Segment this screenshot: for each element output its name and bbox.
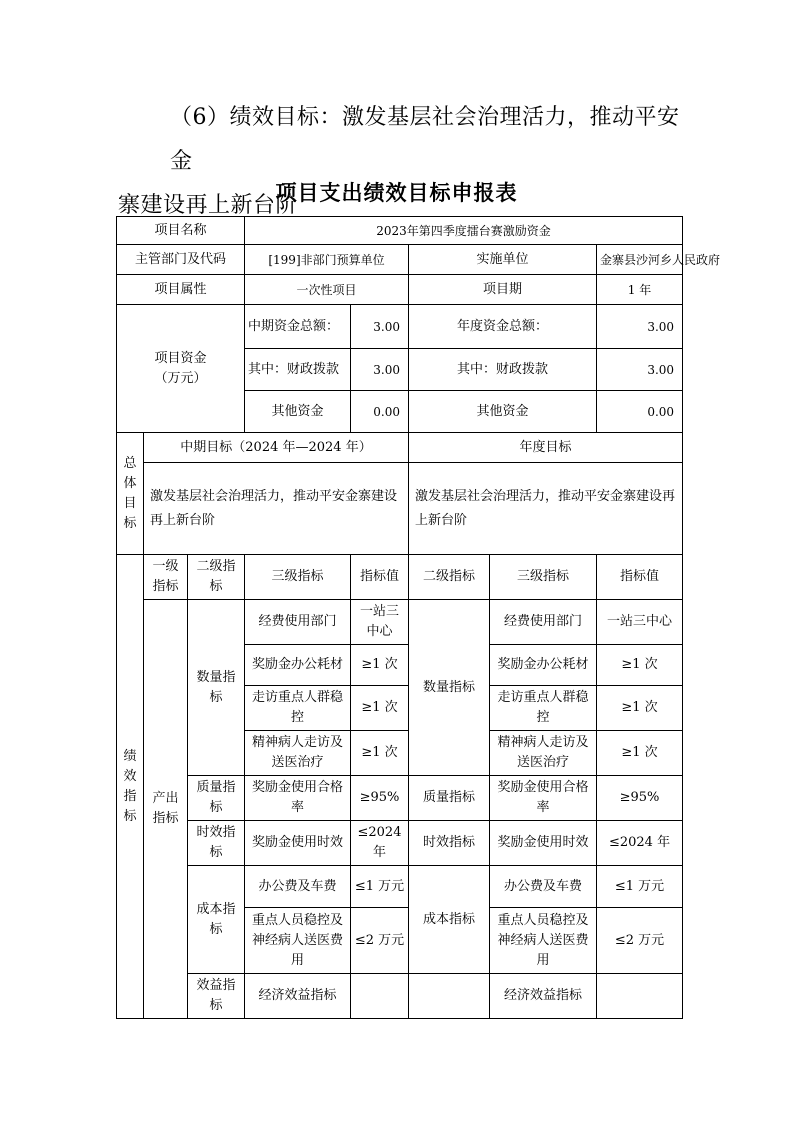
row-goals-header <box>117 433 683 463</box>
quality-item-right: 奖励金使用合格率 <box>490 776 597 821</box>
year-total-value: 3.00 <box>597 305 683 349</box>
year-goal-text: 激发基层社会治理活力，推动平安金寨建设再上新台阶 <box>409 463 683 555</box>
quality-indicator-label-right: 质量指标 <box>409 776 490 821</box>
mid-fiscal-label: 其中：财政拨款 <box>245 349 351 391</box>
quantity-item-4: 精神病人走访及送医治疗 <box>245 731 351 776</box>
header-level1: 一级指标 <box>144 555 188 600</box>
benefit-indicator-label: 效益指标 <box>188 974 245 1019</box>
mid-goal-text: 激发基层社会治理活力，推动平安金寨建设再上新台阶 <box>144 463 409 555</box>
quantity-value-4-right: ≥1 次 <box>597 731 683 776</box>
funds-label-line2: （万元） <box>154 370 207 386</box>
quantity-value-1-right: 一站三中心 <box>597 600 683 645</box>
intro-line-2: 寨建设再上新台阶 <box>118 193 299 218</box>
header-level2-right: 二级指标 <box>409 555 490 600</box>
row-attr <box>117 275 683 305</box>
overall-goal-label: 总体目标 <box>117 433 144 555</box>
period-value: 1 年 <box>597 275 683 305</box>
quantity-item-2: 奖励金办公耗材 <box>245 645 351 686</box>
year-fiscal-label: 其中：财政拨款 <box>409 349 597 391</box>
economic-benefit-label-right: 经济效益指标 <box>490 974 597 1019</box>
table-title: 项目支出绩效目标申报表 <box>275 181 518 205</box>
cost-indicator-label-right: 成本指标 <box>409 866 490 974</box>
quantity-item-3: 走访重点人群稳控 <box>245 686 351 731</box>
cost-indicator-label: 成本指标 <box>188 866 245 974</box>
performance-table <box>116 216 721 1019</box>
table-row <box>117 600 683 645</box>
timeliness-item: 奖励金使用时效 <box>245 821 351 866</box>
cost-value-2: ≤2 万元 <box>351 908 409 974</box>
impl-label: 实施单位 <box>409 245 597 275</box>
quality-indicator-label: 质量指标 <box>188 776 245 821</box>
timeliness-value: ≤2024年 <box>351 821 409 866</box>
table-row <box>117 776 683 821</box>
attr-label: 项目属性 <box>117 275 245 305</box>
quantity-item-1: 经费使用部门 <box>245 600 351 645</box>
mid-total-label: 中期资金总额： <box>245 305 351 349</box>
timeliness-indicator-label: 时效指标 <box>188 821 245 866</box>
perf-indicator-label: 绩效指标 <box>117 555 144 1019</box>
quantity-item-2-right: 奖励金办公耗材 <box>490 645 597 686</box>
dept-value: [199]非部门预算单位 <box>245 245 409 275</box>
year-total-label: 年度资金总额： <box>409 305 597 349</box>
intro-paragraph <box>118 96 688 228</box>
economic-benefit-value <box>409 974 490 1019</box>
header-level2: 二级指标 <box>188 555 245 600</box>
header-level3-right: 三级指标 <box>490 555 597 600</box>
header-value-right: 指标值 <box>597 555 683 600</box>
project-name-value: 2023年第四季度擂台赛激励资金 <box>245 217 683 245</box>
row-goals-text <box>117 463 683 555</box>
year-goal-header: 年度目标 <box>409 433 683 463</box>
cost-item-1: 办公费及车费 <box>245 866 351 908</box>
mid-total-value: 3.00 <box>351 305 409 349</box>
row-funds-total <box>117 305 683 349</box>
quantity-value-2: ≥1 次 <box>351 645 409 686</box>
quality-item: 奖励金使用合格率 <box>245 776 351 821</box>
intro-line-1: （6）绩效目标：激发基层社会治理活力，推动平安金 <box>170 105 680 174</box>
mid-other-value: 0.00 <box>351 391 409 433</box>
quantity-item-3-right: 走访重点人群稳控 <box>490 686 597 731</box>
funds-label <box>117 305 245 433</box>
project-name-label: 项目名称 <box>117 217 245 245</box>
timeliness-indicator-label-right: 时效指标 <box>409 821 490 866</box>
table-row <box>117 821 683 866</box>
output-indicator-label: 产出指标 <box>144 600 188 1019</box>
year-other-label: 其他资金 <box>409 391 597 433</box>
funds-label-line1: 项目资金 <box>154 350 207 366</box>
quality-value-right: ≥95% <box>597 776 683 821</box>
period-label: 项目期 <box>409 275 597 305</box>
economic-benefit-item-right <box>597 974 683 1019</box>
year-other-value: 0.00 <box>597 391 683 433</box>
cost-value-2-right: ≤2 万元 <box>597 908 683 974</box>
quantity-item-1-right: 经费使用部门 <box>490 600 597 645</box>
quantity-value-1: 一站三中心 <box>351 600 409 645</box>
row-perf-header <box>117 555 683 600</box>
header-value: 指标值 <box>351 555 409 600</box>
quantity-item-4-right: 精神病人走访及送医治疗 <box>490 731 597 776</box>
cost-item-2: 重点人员稳控及神经病人送医费用 <box>245 908 351 974</box>
table-row <box>117 974 683 1019</box>
mid-fiscal-value: 3.00 <box>351 349 409 391</box>
economic-benefit-label: 经济效益指标 <box>245 974 351 1019</box>
row-dept <box>117 245 683 275</box>
quality-value: ≥95% <box>351 776 409 821</box>
dept-label: 主管部门及代码 <box>117 245 245 275</box>
quantity-value-3-right: ≥1 次 <box>597 686 683 731</box>
quantity-value-3: ≥1 次 <box>351 686 409 731</box>
cost-value-1: ≤1 万元 <box>351 866 409 908</box>
timeliness-item-right: 奖励金使用时效 <box>490 821 597 866</box>
year-fiscal-value: 3.00 <box>597 349 683 391</box>
impl-value: 金寨县沙河乡人民政府 <box>597 245 683 275</box>
timeliness-value-right: ≤2024 年 <box>597 821 683 866</box>
quantity-indicator-label-right: 数量指标 <box>409 600 490 776</box>
attr-value: 一次性项目 <box>245 275 409 305</box>
header-level3: 三级指标 <box>245 555 351 600</box>
row-project-name <box>117 217 683 245</box>
quantity-value-4: ≥1 次 <box>351 731 409 776</box>
economic-benefit-item <box>351 974 409 1019</box>
mid-goal-header: 中期目标（2024 年—2024 年） <box>144 433 409 463</box>
quantity-value-2-right: ≥1 次 <box>597 645 683 686</box>
mid-other-label: 其他资金 <box>245 391 351 433</box>
quantity-indicator-label: 数量指标 <box>188 600 245 776</box>
cost-item-1-right: 办公费及车费 <box>490 866 597 908</box>
cost-item-2-right: 重点人员稳控及神经病人送医费用 <box>490 908 597 974</box>
cost-value-1-right: ≤1 万元 <box>597 866 683 908</box>
table-row <box>117 866 683 908</box>
